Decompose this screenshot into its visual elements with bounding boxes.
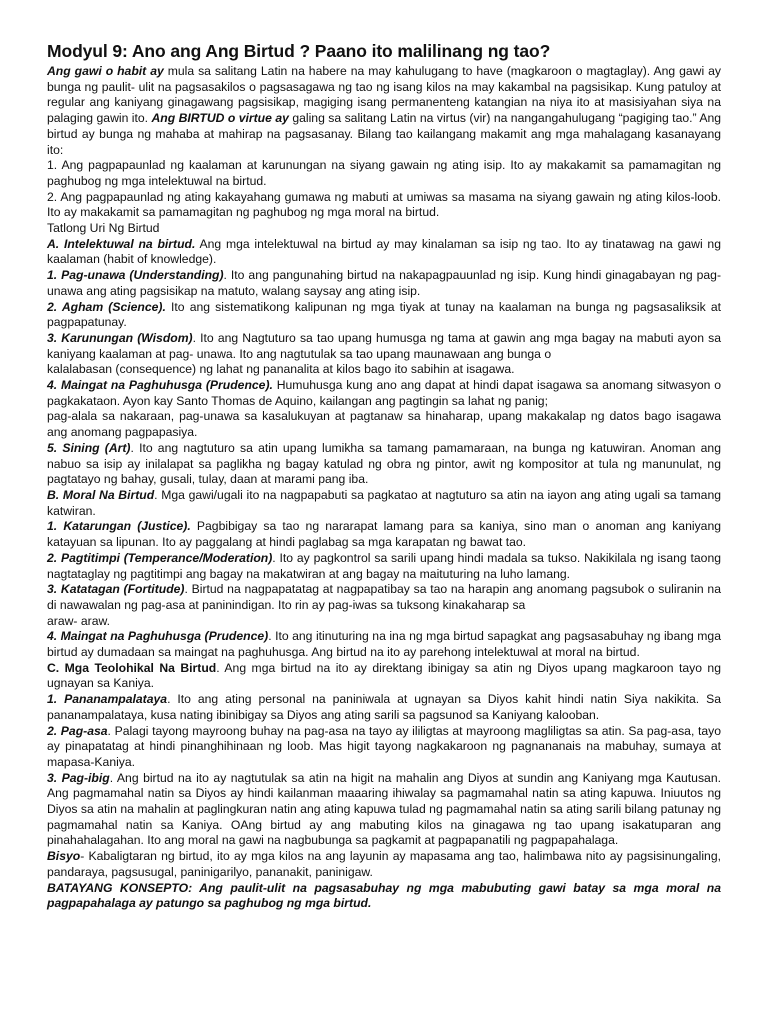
section-c-item: 1. Pananampalataya. Ito ang ating personal na paniniwala at ugnayan sa Diyos kahit hindi natin Siya nakikita. Sa pananampalataya, kusa nating ibinibigay sa Diyos ang ating sarili sa pagsunod sa Kaniyang kalooban. (47, 692, 721, 722)
section-c-item: 3. Pag-ibig. Ang birtud na ito ay nagtutulak sa atin na higit na mahalin ang Diyos at sundin ang Kaniyang mga Kautusan. Ang pagmamahal natin sa Diyos ay hindi kailanman maaaring ihiwalay sa pagmamahal natin sa ating kapuwa. Iniuutos ng Diyos sa atin na mahalin at paglingkuran natin ang ating kapuwa tulad ng pagmamahal natin sa ating sarili bilang patunay ng pagmamahal natin sa Kaniya. OAng birtud ay ang mabuting kilos na ginagawa ng tao upang isakatuparan ang pinahahalagahan. Ito ang moral na gawi na nagbubunga sa pagkamit at pagpapanatili ng pagpapahalaga. (47, 770, 721, 848)
section-c-text: . Ang mga birtud na ito ay direktang ibinigay sa atin ng Diyos upang magkaroon tayo ng ugnayan sa Kaniya. (47, 660, 721, 691)
section-b-intro (47, 488, 721, 519)
section-b-item: 1. Katarungan (Justice). Pagbibigay sa tao ng nararapat lamang para sa kaniya, sino man o anoman ang kaniyang katayuan sa lipunan. Ito ay paggalang at hindi paglabag sa mga karapatan ng bawat tao. (47, 519, 721, 550)
section-c-heading: C. Mga Teolohikal Na Birtud (47, 660, 217, 675)
intro-paragraph (47, 64, 721, 158)
section-a-item-continued: kalalabasan (consequence) ng lahat ng pananalita at kilos bago ito sabihin at isagawa. (47, 362, 515, 377)
section-b-item-continued: araw- araw. (47, 613, 110, 628)
point-1: 1. Ang pagpapaunlad ng kaalaman at karunungan na siyang gawain ng ating isip. Ito ay makakamit sa pamamagitan ng paghubog ng mga intelektuwal na birtud. (47, 158, 721, 188)
bisyo-text: - Kabaligtaran ng birtud, ito ay mga kilos na ang layunin ay mapasama ang tao, halimbawa nito ay pagsisinungaling, pandaraya, pagsusugal, paninigarilyo, pananakit, paninigaw. (47, 849, 721, 879)
intro-lead-birtud: Ang BIRTUD o virtue ay (151, 111, 289, 126)
section-c-item: 2. Pag-asa. Palagi tayong mayroong buhay na pag-asa na tayo ay ililigtas at mayroong magliligtas sa atin. Sa pag-asa, tayo ay pinapatatag at hindi pinanghihinaan ng loob. Mas higit tayong nagkakaroon ng pagnananais na mabuhay, sumaya at mapasa-Kaniya. (47, 723, 722, 769)
section-b-item: 3. Katatagan (Fortitude). Birtud na nagpapatatag at nagpapatibay sa tao na harapin ang anomang pagsubok o suliranin na di nawawalan ng pag-asa at paninindigan. Ito rin ay pag-iwas sa tuksong kinakaharap sa (47, 582, 721, 612)
types-heading: Tatlong Uri Ng Birtud (47, 221, 160, 236)
section-a-item: 5. Sining (Art). Ito ang nagtuturo sa atin upang lumikha sa tamang pamamaraan, na bunga ng katuwiran. Anoman ang nabuo sa isip ay inilalapat sa paglikha ng bagay katulad ng obra ng pintor, awit ng kompositor at tula ng manunulat, ng pagtatayo ng bahay, gusali, tulay, daan at marami pang iba. (47, 440, 721, 487)
bisyo-paragraph (47, 849, 721, 880)
section-c-intro (47, 661, 721, 692)
section-a-item: 4. Maingat na Paghuhusga (Prudence). Humuhusga kung ano ang dapat at hindi dapat isagawa sa anomang sitwasyon o pagkakataon. Ayon kay Santo Thomas de Aquino, kailangan ang pagtingin sa lahat ng panig; (47, 378, 721, 408)
section-a-item: 3. Karunungan (Wisdom). Ito ang Nagtuturo sa tao upang humusga ng tama at gawin ang mga bagay na mabuti ayon sa kaniyang kaalaman at pag- unawa. Ito ang nagtutulak sa tao upang maunawaan ang bunga o (47, 330, 721, 361)
section-b-text: . Mga gawi/ugali ito na nagpapabuti sa pagkatao at nagtuturo sa atin na iayon ang ating ugali sa tamang katwiran. (47, 487, 722, 518)
section-a-intro (47, 237, 721, 268)
section-b-item: 4. Maingat na Paghuhusga (Prudence). Ito ang itinuturing na ina ng mga birtud sapagkat ang pagsasabuhay ng ibang mga birtud ay dumadaan sa maingat na paghuhusga. Ang birtud na ito ay parehong intelektuwal at moral na birtud. (47, 629, 721, 660)
section-b-item: 2. Pagtitimpi (Temperance/Moderation). Ito ay pagkontrol sa sarili upang hindi madala sa tukso. Nakikilala ng isang taong nagtataglay ng pagtitimpi ang bagay na makatwiran at ang bagay na maituturing na luho lamang. (47, 550, 721, 581)
section-a-item-continued: pag-alala sa nakaraan, pag-unawa sa kasalukuyan at pagtanaw sa hinaharap, upang makakalap ng datos bago isagawa ang anomang pagpapasiya. (47, 409, 721, 440)
batayang-konsepto: BATAYANG KONSEPTO: Ang paulit-ulit na pagsasabuhay ng mga mabubuting gawi batay sa mga moral na pagpapahalaga ay patungo sa paghubog ng mga birtud. (47, 880, 721, 911)
intro-text: mula sa salitang Latin na habere na may kahulugang to have (magkaroon o magtaglay). Ang gawi ay bunga ng paulit- ulit na pagsasakilos o pagsasagawa ng tao ng isang kilos na may kakambal na pagsisikap. Kung patuloy at regular ang kaniyang ginagawang pagsisikap, magiging isang permanenteng katangian na niya ito at masisiyahan siya na palaging gawin ito. (47, 64, 721, 126)
point-2: 2. Ang pagpapaunlad ng ating kakayahang gumawa ng mabuti at umiwas sa masama na siyang gawain ng ating kilos-loob. Ito ay makakamit sa pamamagitan ng paghubog ng mga moral na birtud. (47, 189, 721, 220)
section-a-item: 1. Pag-unawa (Understanding). Ito ang pangunahing birtud na nakapagpauunlad ng isip. Kung hindi ginagabayan ng pag-unawa ang ating pagsisikap na matuto, walang saysay ang ating isip. (47, 268, 721, 298)
section-a-text: Ang mga intelektuwal na birtud ay may kinalaman sa isip ng tao. Ito ay tinatawag na gawi ng kaalaman (habit of knowledge). (47, 236, 721, 267)
intro-lead: Ang gawi o habit ay (47, 64, 164, 78)
intro-text-2: galing sa salitang Latin na virtus (vir) na nangangahulugang “pagiging tao.” Ang birtud ay bunga ng mahaba at mahirap na pagsasanay. Bilang tao kailangang makamit ang mga mahalagang kasanayang ito: (47, 111, 722, 157)
bisyo-label: Bisyo (47, 849, 81, 864)
section-a-item: 2. Agham (Science). Ito ang sistematikong kalipunan ng mga tiyak at tunay na kaalaman na bunga ng pagsasaliksik at pagpapatunay. (47, 299, 721, 330)
section-a-heading: A. Intelektuwal na birtud. (47, 236, 196, 251)
page-title: Modyul 9: Ano ang Ang Birtud ? Paano ito malilinang ng tao? (47, 41, 551, 61)
section-b-heading: B. Moral Na Birtud (47, 487, 155, 502)
